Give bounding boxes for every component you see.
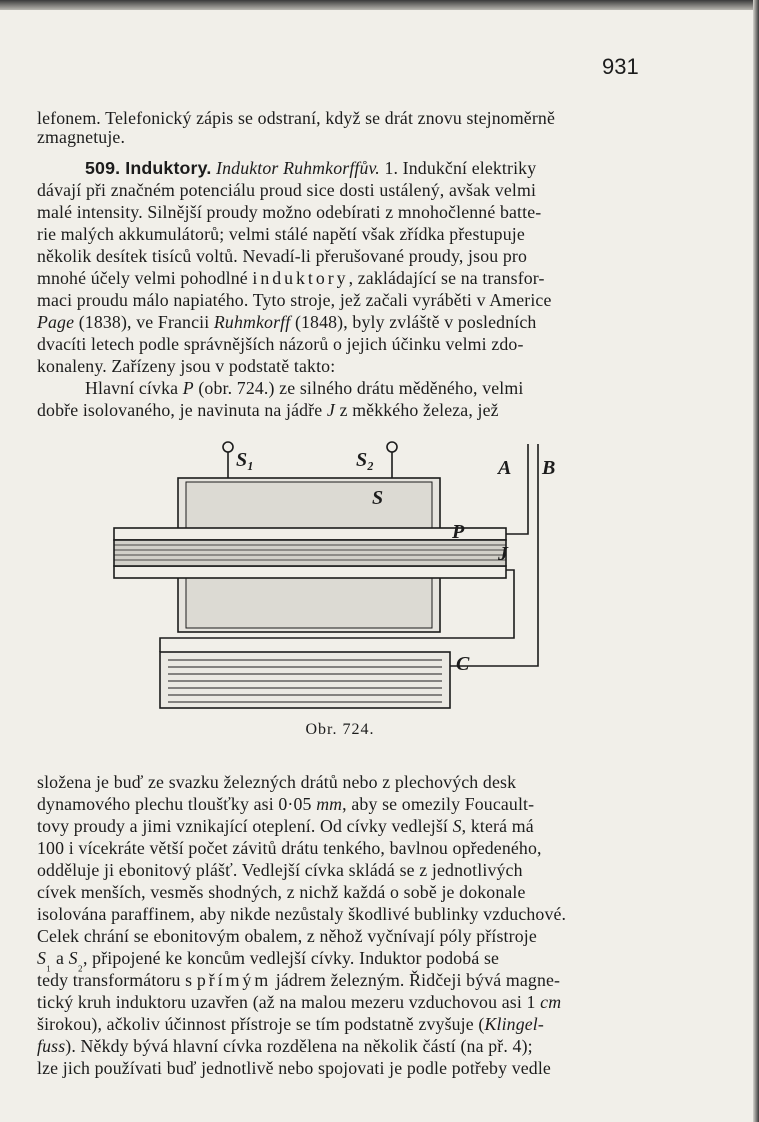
text-line: lze jich používati buď jednotlivě nebo spojovati je podle potřeby vedle	[37, 1058, 551, 1078]
text-line: dynamového plechu tloušťky asi 0·05 mm, aby se omezily Foucault-	[37, 794, 535, 814]
label-s: S	[372, 487, 384, 509]
text-line: Hlavní cívka P (obr. 724.) ze silného drátu měděného, velmi	[85, 378, 524, 398]
text-line: 100 i vícekráte větší počet závitů drátu tenkého, bavlnou opředeného,	[37, 838, 542, 858]
text-line: odděluje ji ebonitový plášť. Vedlejší cívka skládá se z jednotlivých	[37, 860, 523, 880]
terminal-s1-knob	[223, 442, 233, 452]
text-line: několik desítek tisíců voltů. Nevadí-li přerušované proudy, jsou pro	[37, 246, 528, 266]
section-heading: 509. Induktory.	[85, 158, 212, 178]
text-line: dávají při značném potenciálu proud sice dosti ustálený, avšak velmi	[37, 180, 537, 200]
page-number: 931	[602, 54, 639, 79]
primary-coil-top	[114, 528, 506, 540]
scan-right-edge	[753, 0, 759, 1122]
text-line: tovy proudy a jimi vznikající oteplení. Od cívky vedlejší S, která má	[37, 816, 534, 836]
text-line: dobře isolovaného, je navinuta na jádře J z měkkého železa, jež	[37, 400, 499, 420]
primary-coil-bottom	[114, 566, 506, 578]
text-line: $S_{_1}$ a $S_{_2}$, připojené ke koncům vedlejší cívky. Induktor podobá se	[37, 948, 500, 973]
scan-top-edge	[0, 0, 759, 10]
text-line: širokou), ačkoliv účinnost přístroje se tím podstatně zvyšuje (Klingel-	[37, 1014, 544, 1034]
text-line: zmagnetuje.	[37, 127, 126, 147]
text-line: lefonem. Telefonický zápis se odstraní, když se drát znovu stejnoměrně	[37, 108, 556, 128]
text-line: cívek menších, vesměs shodných, z nichž každá o sobě je dokonale	[37, 882, 526, 902]
text-line: mnohé účely velmi pohodlné induktory, zakládající se na transfor-	[37, 268, 545, 288]
terminal-s2-knob	[387, 442, 397, 452]
text-line: konaleny. Zařízeny jsou v podstatě takto:	[37, 356, 336, 376]
text-line: fuss). Někdy bývá hlavní cívka rozdělena na několik částí (na př. 4);	[37, 1036, 533, 1056]
text-line: Celek chrání se ebonitovým obalem, z něhož vyčnívají póly přístroje	[37, 926, 537, 946]
label-p: P	[452, 521, 465, 543]
text-line: dvacíti letech podle správnějších názorů o jejich účinku velmi zdo-	[37, 334, 524, 354]
label-b: B	[542, 457, 556, 479]
text-line: rie malých akkumulátorů; velmi stálé napětí však zřídka přestupuje	[37, 224, 525, 244]
text-line: tedy transformátoru s přímým jádrem železným. Řidčeji bývá magne-	[37, 970, 561, 990]
text-line: Page (1838), ve Francii Ruhmkorff (1848), byly zvláště v posledních	[37, 312, 537, 332]
label-j: J	[498, 543, 508, 565]
text-line: malé intensity. Silnější proudy možno odebírati z mnohočlenné batte-	[37, 202, 542, 222]
label-c: C	[456, 653, 470, 675]
text-line: tický kruh induktoru uzavřen (až na malou mezeru vzduchovou asi 1 cm	[37, 992, 562, 1012]
text-line: složena je buď ze svazku železných drátů nebo z plechových desk	[37, 772, 517, 792]
text-line: isolována paraffinem, aby nikde nezůstaly škodlivé bublinky vzduchové.	[37, 904, 567, 924]
text-line: maci proudu málo napiatého. Tyto stroje, jež začali vyráběti v Americe	[37, 290, 552, 310]
figure-caption: Obr. 724.	[305, 721, 375, 738]
label-s1: S₁	[236, 449, 255, 471]
induction-coil-diagram	[100, 430, 590, 720]
section-heading-line: 509. Induktory. Induktor Ruhmkorffův. 1. Indukční elektriky	[85, 158, 537, 178]
label-s2: S₂	[356, 449, 375, 471]
label-a: A	[498, 457, 512, 479]
subsection-title: Induktor Ruhmkorffův.	[216, 158, 380, 178]
iron-core	[114, 540, 506, 566]
